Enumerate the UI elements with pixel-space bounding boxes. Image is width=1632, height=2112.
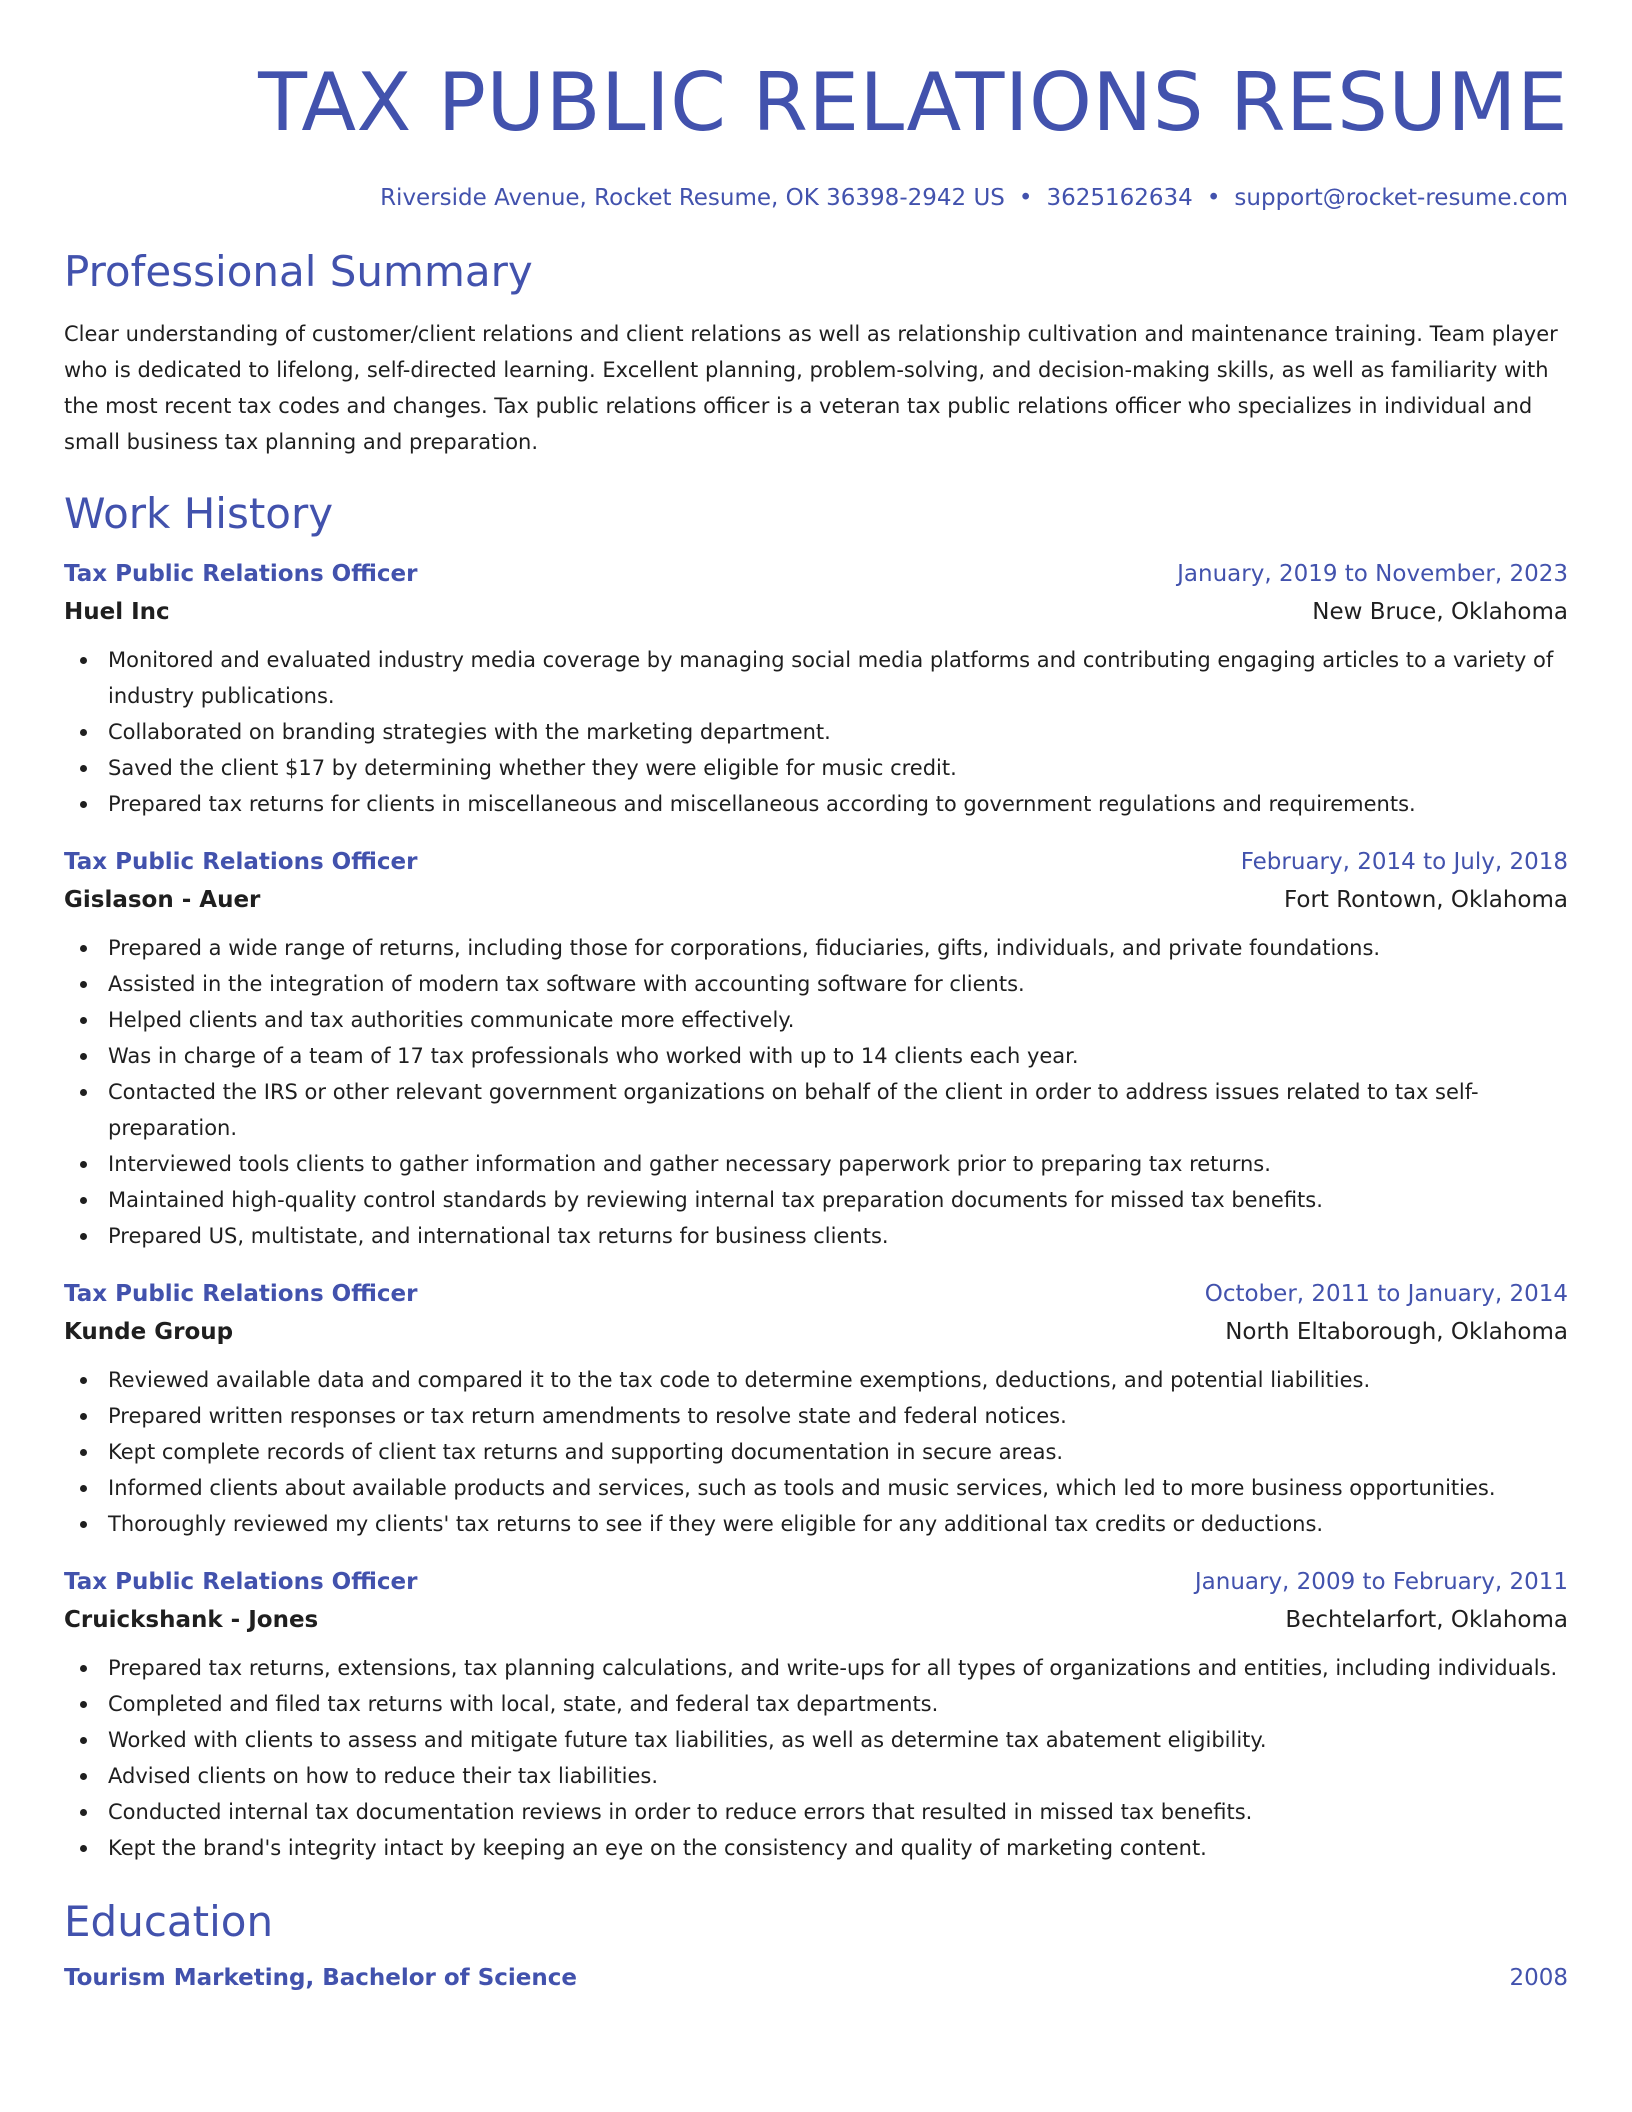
education-heading: Education [64,1897,274,1946]
contact-line [64,182,1568,214]
job-bullet: Maintained high-quality control standards by reviewing internal tax preparation documents for missed tax benefits. [64,1182,1568,1218]
job-bullet: Was in charge of a team of 17 tax professionals who worked with up to 14 clients each year. [64,1038,1568,1074]
job-dates: January, 2009 to February, 2011 [1194,1569,1568,1595]
job-entry [64,556,1568,822]
job-bullet: Informed clients about available products and services, such as tools and music services, which led to more business opportunities. [64,1470,1568,1506]
job-bullet: Interviewed tools clients to gather information and gather necessary paperwork prior to preparing tax returns. [64,1146,1568,1182]
contact-phone: 3625162634 [1046,185,1193,211]
work-history-list [64,556,1568,1866]
job-dates: October, 2011 to January, 2014 [1204,1281,1568,1307]
job-bullet: Conducted internal tax documentation reviews in order to reduce errors that resulted in missed tax benefits. [64,1794,1568,1830]
job-title: Tax Public Relations Officer [64,849,418,875]
job-location: Bechtelarfort, Oklahoma [1285,1607,1568,1633]
job-entry [64,1564,1568,1866]
job-title-row [64,556,1568,592]
job-title-row [64,1564,1568,1600]
job-bullet: Prepared tax returns, extensions, tax planning calculations, and write-ups for all types of organizations and entities, including individuals. [64,1650,1568,1686]
job-bullet: Prepared a wide range of returns, including those for corporations, fiduciaries, gifts, individuals, and private foundations. [64,930,1568,966]
education-entry [64,1960,1568,1996]
job-dates: January, 2019 to November, 2023 [1177,561,1568,587]
job-bullet: Collaborated on branding strategies with the marketing department. [64,714,1568,750]
job-bullet: Prepared written responses or tax return amendments to resolve state and federal notices. [64,1398,1568,1434]
job-bullet: Completed and filed tax returns with local, state, and federal tax departments. [64,1686,1568,1722]
contact-separator: • [1206,185,1221,211]
summary-heading: Professional Summary [64,247,533,296]
contact-address: Riverside Avenue, Rocket Resume, OK 36398-2942 US [380,185,1005,211]
job-location: Fort Rontown, Oklahoma [1283,887,1568,913]
summary-text: Clear understanding of customer/client relations and client relations as well as relationship cultivation and maintenance training. Team player who is dedicated to lifelong, self-directed learning. Excellent planning, problem-solving, and decision-making skills, as well as familiarity with the most recent tax codes and changes. Tax public relations officer is a veteran tax public relations officer who specializes in individual and small business tax planning and preparation. [64,322,1558,454]
job-company: Cruickshank - Jones [64,1607,319,1633]
job-title: Tax Public Relations Officer [64,561,418,587]
job-bullet: Kept complete records of client tax returns and supporting documentation in secure areas. [64,1434,1568,1470]
job-bullet-list [64,642,1568,822]
job-bullet: Worked with clients to assess and mitigate future tax liabilities, as well as determine tax abatement eligibility. [64,1722,1568,1758]
job-entry [64,1276,1568,1542]
job-company-row [64,592,1568,632]
job-location: North Eltaborough, Oklahoma [1225,1319,1568,1345]
job-location: New Bruce, Oklahoma [1312,599,1568,625]
job-title-row [64,1276,1568,1312]
job-bullet: Assisted in the integration of modern tax software with accounting software for clients. [64,966,1568,1002]
job-bullet-list [64,930,1568,1254]
job-company-row [64,880,1568,920]
job-entry [64,844,1568,1254]
education-year: 2008 [1509,1965,1568,1991]
job-bullet: Contacted the IRS or other relevant government organizations on behalf of the client in order to address issues related to tax self-preparation. [64,1074,1568,1146]
job-title: Tax Public Relations Officer [64,1281,418,1307]
job-bullet-list [64,1650,1568,1866]
job-title-row [64,844,1568,880]
contact-separator: • [1018,185,1033,211]
job-bullet: Prepared tax returns for clients in miscellaneous and miscellaneous according to government regulations and requirements. [64,786,1568,822]
job-bullet: Helped clients and tax authorities communicate more effectively. [64,1002,1568,1038]
job-title: Tax Public Relations Officer [64,1569,418,1595]
job-bullet: Monitored and evaluated industry media coverage by managing social media platforms and contributing engaging articles to a variety of industry publications. [64,642,1568,714]
resume-title: TAX PUBLIC RELATIONS RESUME [258,56,1568,149]
job-bullet-list [64,1362,1568,1542]
job-bullet: Prepared US, multistate, and international tax returns for business clients. [64,1218,1568,1254]
job-company-row [64,1600,1568,1640]
job-bullet: Kept the brand's integrity intact by keeping an eye on the consistency and quality of marketing content. [64,1830,1568,1866]
job-company-row [64,1312,1568,1352]
job-company: Huel Inc [64,599,170,625]
job-dates: February, 2014 to July, 2018 [1240,849,1568,875]
education-degree: Tourism Marketing, Bachelor of Science [64,1965,577,1991]
contact-email: support@rocket-resume.com [1234,185,1568,211]
job-bullet: Thoroughly reviewed my clients' tax returns to see if they were eligible for any additional tax credits or deductions. [64,1506,1568,1542]
job-company: Gislason - Auer [64,887,261,913]
job-bullet: Saved the client $17 by determining whether they were eligible for music credit. [64,750,1568,786]
job-bullet: Reviewed available data and compared it to the tax code to determine exemptions, deductions, and potential liabilities. [64,1362,1568,1398]
job-bullet: Advised clients on how to reduce their tax liabilities. [64,1758,1568,1794]
job-company: Kunde Group [64,1319,234,1345]
work-history-heading: Work History [64,489,334,538]
